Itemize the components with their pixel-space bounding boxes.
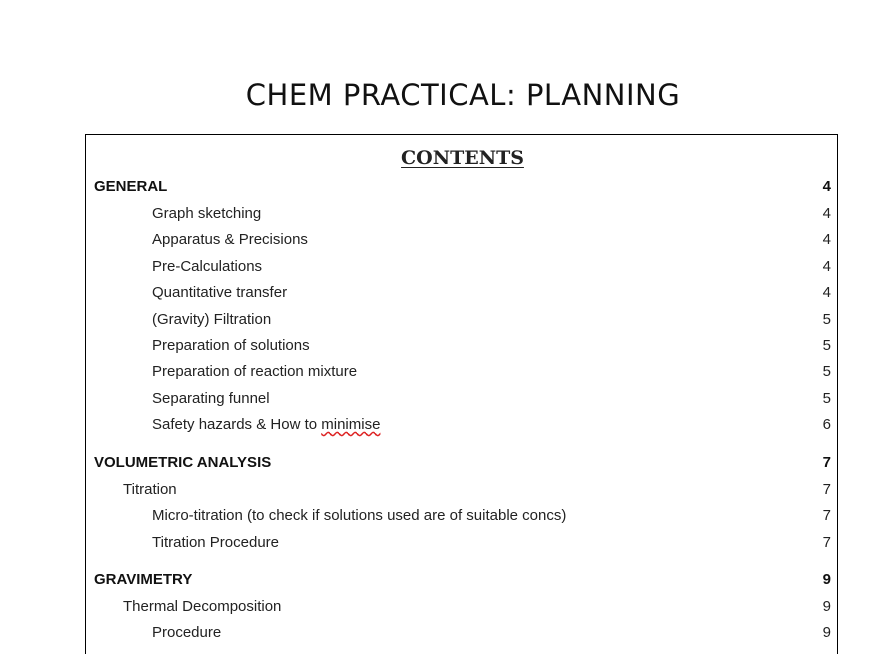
toc-entry[interactable] <box>94 309 831 331</box>
toc-entry[interactable] <box>94 479 831 501</box>
toc-entry-label: Quantitative transfer <box>152 284 288 301</box>
toc-entry[interactable] <box>94 622 831 644</box>
toc-page-number: 7 <box>822 454 831 471</box>
document-title: CHEM PRACTICAL: PLANNING <box>245 78 681 112</box>
toc-entry-label <box>152 414 380 436</box>
toc-page-number: 5 <box>822 390 831 407</box>
toc-page-number: 9 <box>822 624 831 641</box>
toc-page-number: 5 <box>822 363 831 380</box>
toc-page-number: 7 <box>822 481 831 498</box>
toc-entry-label: Micro-titration (to check if solutions used are of suitable concs) <box>152 507 567 524</box>
toc-page-number: 9 <box>822 571 831 588</box>
toc-entry[interactable] <box>94 203 831 225</box>
toc-entry[interactable] <box>94 532 831 554</box>
toc-entry[interactable] <box>94 335 831 357</box>
toc-page-number: 4 <box>822 205 831 222</box>
spellcheck-flagged-word[interactable]: minimise <box>321 416 381 433</box>
toc-page-number: 5 <box>822 311 831 328</box>
toc-entry-label: GENERAL <box>94 178 168 195</box>
toc-entry[interactable] <box>94 596 831 618</box>
toc-page-number: 6 <box>822 416 831 433</box>
toc-section-entry[interactable] <box>94 176 831 198</box>
toc-entry-label: Separating funnel <box>152 390 270 407</box>
toc-entry-label: GRAVIMETRY <box>94 571 193 588</box>
toc-entry-label: Procedure <box>152 624 222 641</box>
toc-page-number: 4 <box>822 231 831 248</box>
toc-section-entry[interactable] <box>94 452 831 474</box>
toc-entry[interactable] <box>94 388 831 410</box>
toc-entry[interactable] <box>94 505 831 527</box>
toc-entry-label: Pre-Calculations <box>152 258 263 275</box>
toc-entry[interactable] <box>94 256 831 278</box>
toc-entry-label: Titration <box>123 481 177 498</box>
toc-page-number: 4 <box>822 258 831 275</box>
toc-entry-label: Apparatus & Precisions <box>152 231 308 248</box>
toc-entry-label: Titration Procedure <box>152 534 280 551</box>
toc-page-number: 5 <box>822 337 831 354</box>
toc-entry[interactable] <box>94 282 831 304</box>
toc-heading: CONTENTS <box>401 147 524 169</box>
toc-entry-label: Thermal Decomposition <box>123 598 282 615</box>
toc-entry-label: (Gravity) Filtration <box>152 311 272 328</box>
toc-section-entry[interactable] <box>94 569 831 591</box>
toc-entry[interactable] <box>94 361 831 383</box>
toc-entry-label: Preparation of reaction mixture <box>152 363 358 380</box>
toc-entry[interactable] <box>94 229 831 251</box>
toc-page-number: 7 <box>822 507 831 524</box>
toc-entry-label-text: Safety hazards & How to <box>152 416 322 433</box>
toc-entry-label: Preparation of solutions <box>152 337 310 354</box>
toc-page-number: 7 <box>822 534 831 551</box>
toc-entry-label: VOLUMETRIC ANALYSIS <box>94 454 272 471</box>
toc-entry-label: Graph sketching <box>152 205 262 222</box>
toc-entry[interactable] <box>94 414 831 436</box>
toc-page-number: 4 <box>822 284 831 301</box>
toc-page-number: 4 <box>822 178 831 195</box>
toc-page-number: 9 <box>822 598 831 615</box>
